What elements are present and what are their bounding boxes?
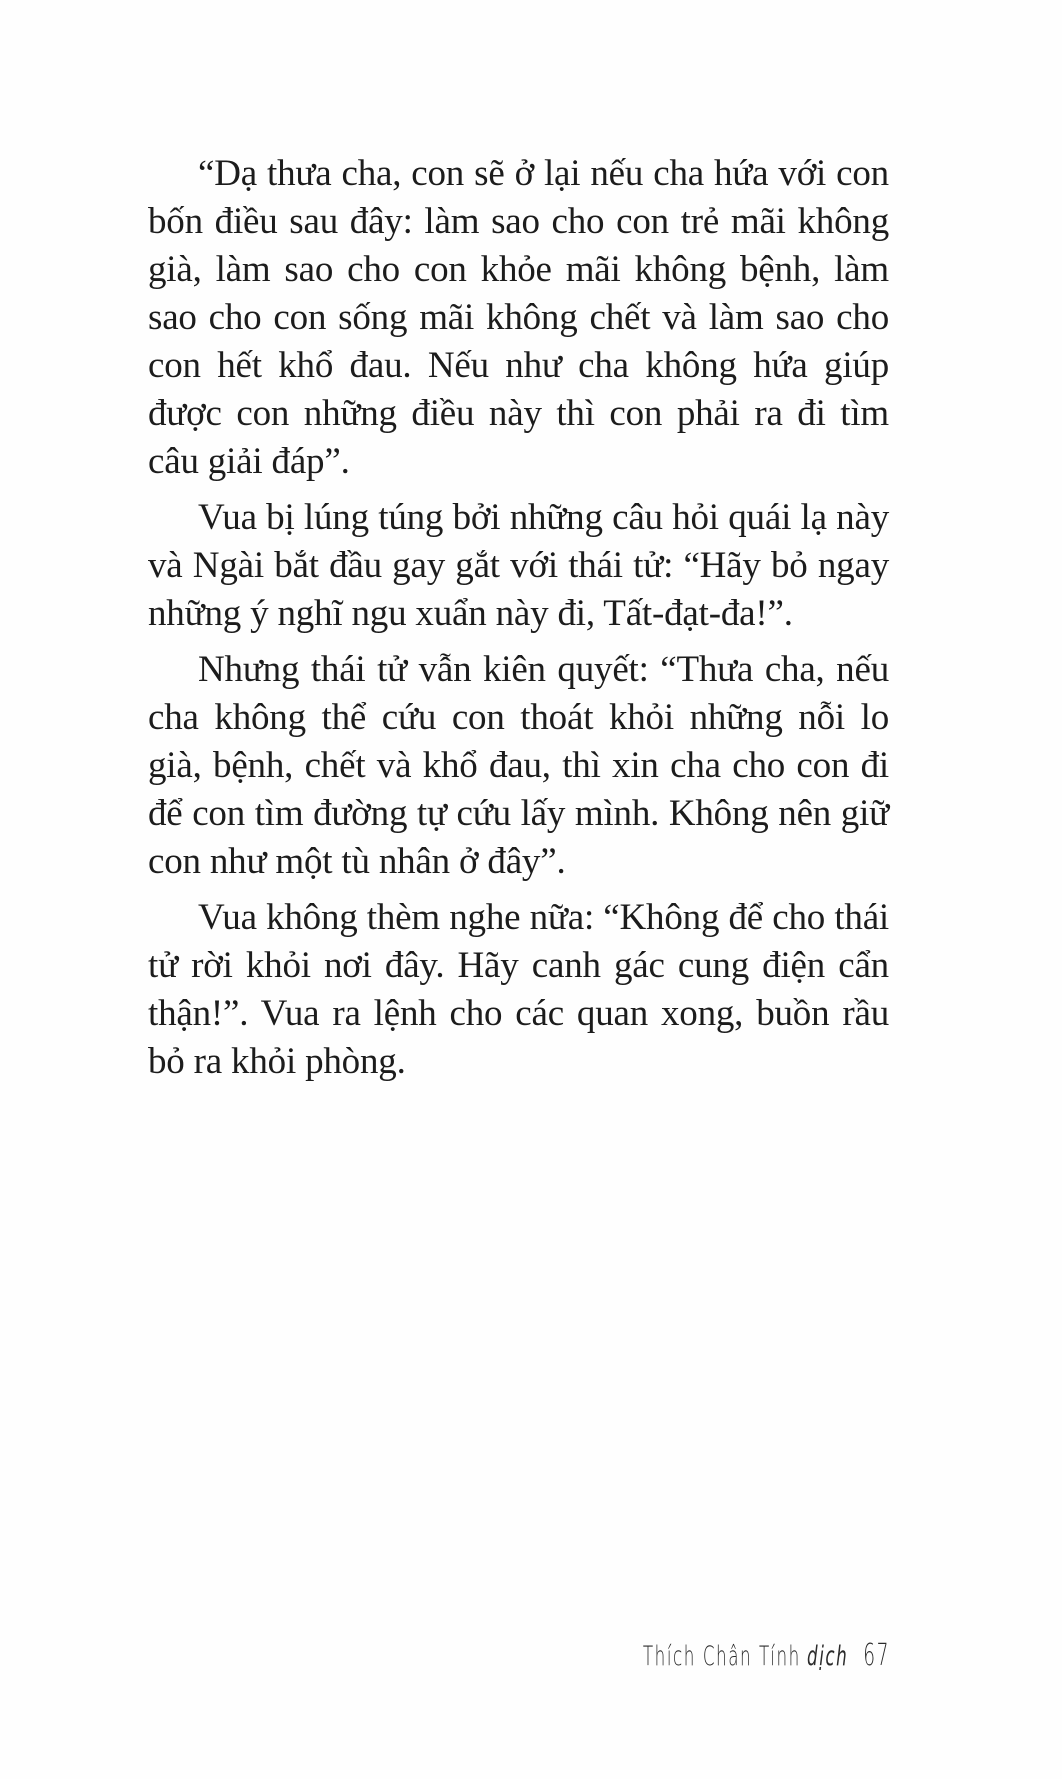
page-footer (642, 1636, 890, 1676)
paragraph-3: Nhưng thái tử vẫn kiên quyết: “Thưa cha, nếu cha không thể cứu con thoát khỏi những nỗi lo già, bệnh, chết và khổ đau, thì xin cha cho con đi để con tìm đường tự cứu lấy mình. Không nên giữ con như một tù nhân ở đây”. (148, 649, 889, 882)
page-body-text (148, 150, 889, 1094)
paragraph-1: “Dạ thưa cha, con sẽ ở lại nếu cha hứa với con bốn điều sau đây: làm sao cho con trẻ mãi không già, làm sao cho con khỏe mãi không bệnh, làm sao cho con sống mãi không chết và làm sao cho con hết khổ đau. Nếu như cha không hứa giúp được con những điều này thì con phải ra đi tìm câu giải đáp”. (148, 153, 889, 482)
page-number: 67 (863, 1638, 890, 1673)
paragraph-4: Vua không thèm nghe nữa: “Không để cho thái tử rời khỏi nơi đây. Hãy canh gác cung điện cẩn thận!”. Vua ra lệnh cho các quan xong, buồn rầu bỏ ra khỏi phòng. (148, 897, 889, 1082)
paragraph-2: Vua bị lúng túng bởi những câu hỏi quái lạ này và Ngài bắt đầu gay gắt với thái tử: “Hãy bỏ ngay những ý nghĩ ngu xuẩn này đi, Tất-đạt-đa!”. (148, 497, 889, 634)
footer-translator-name: Thích Chân Tính (642, 1641, 801, 1672)
footer-translator-role: dịch (807, 1641, 849, 1672)
